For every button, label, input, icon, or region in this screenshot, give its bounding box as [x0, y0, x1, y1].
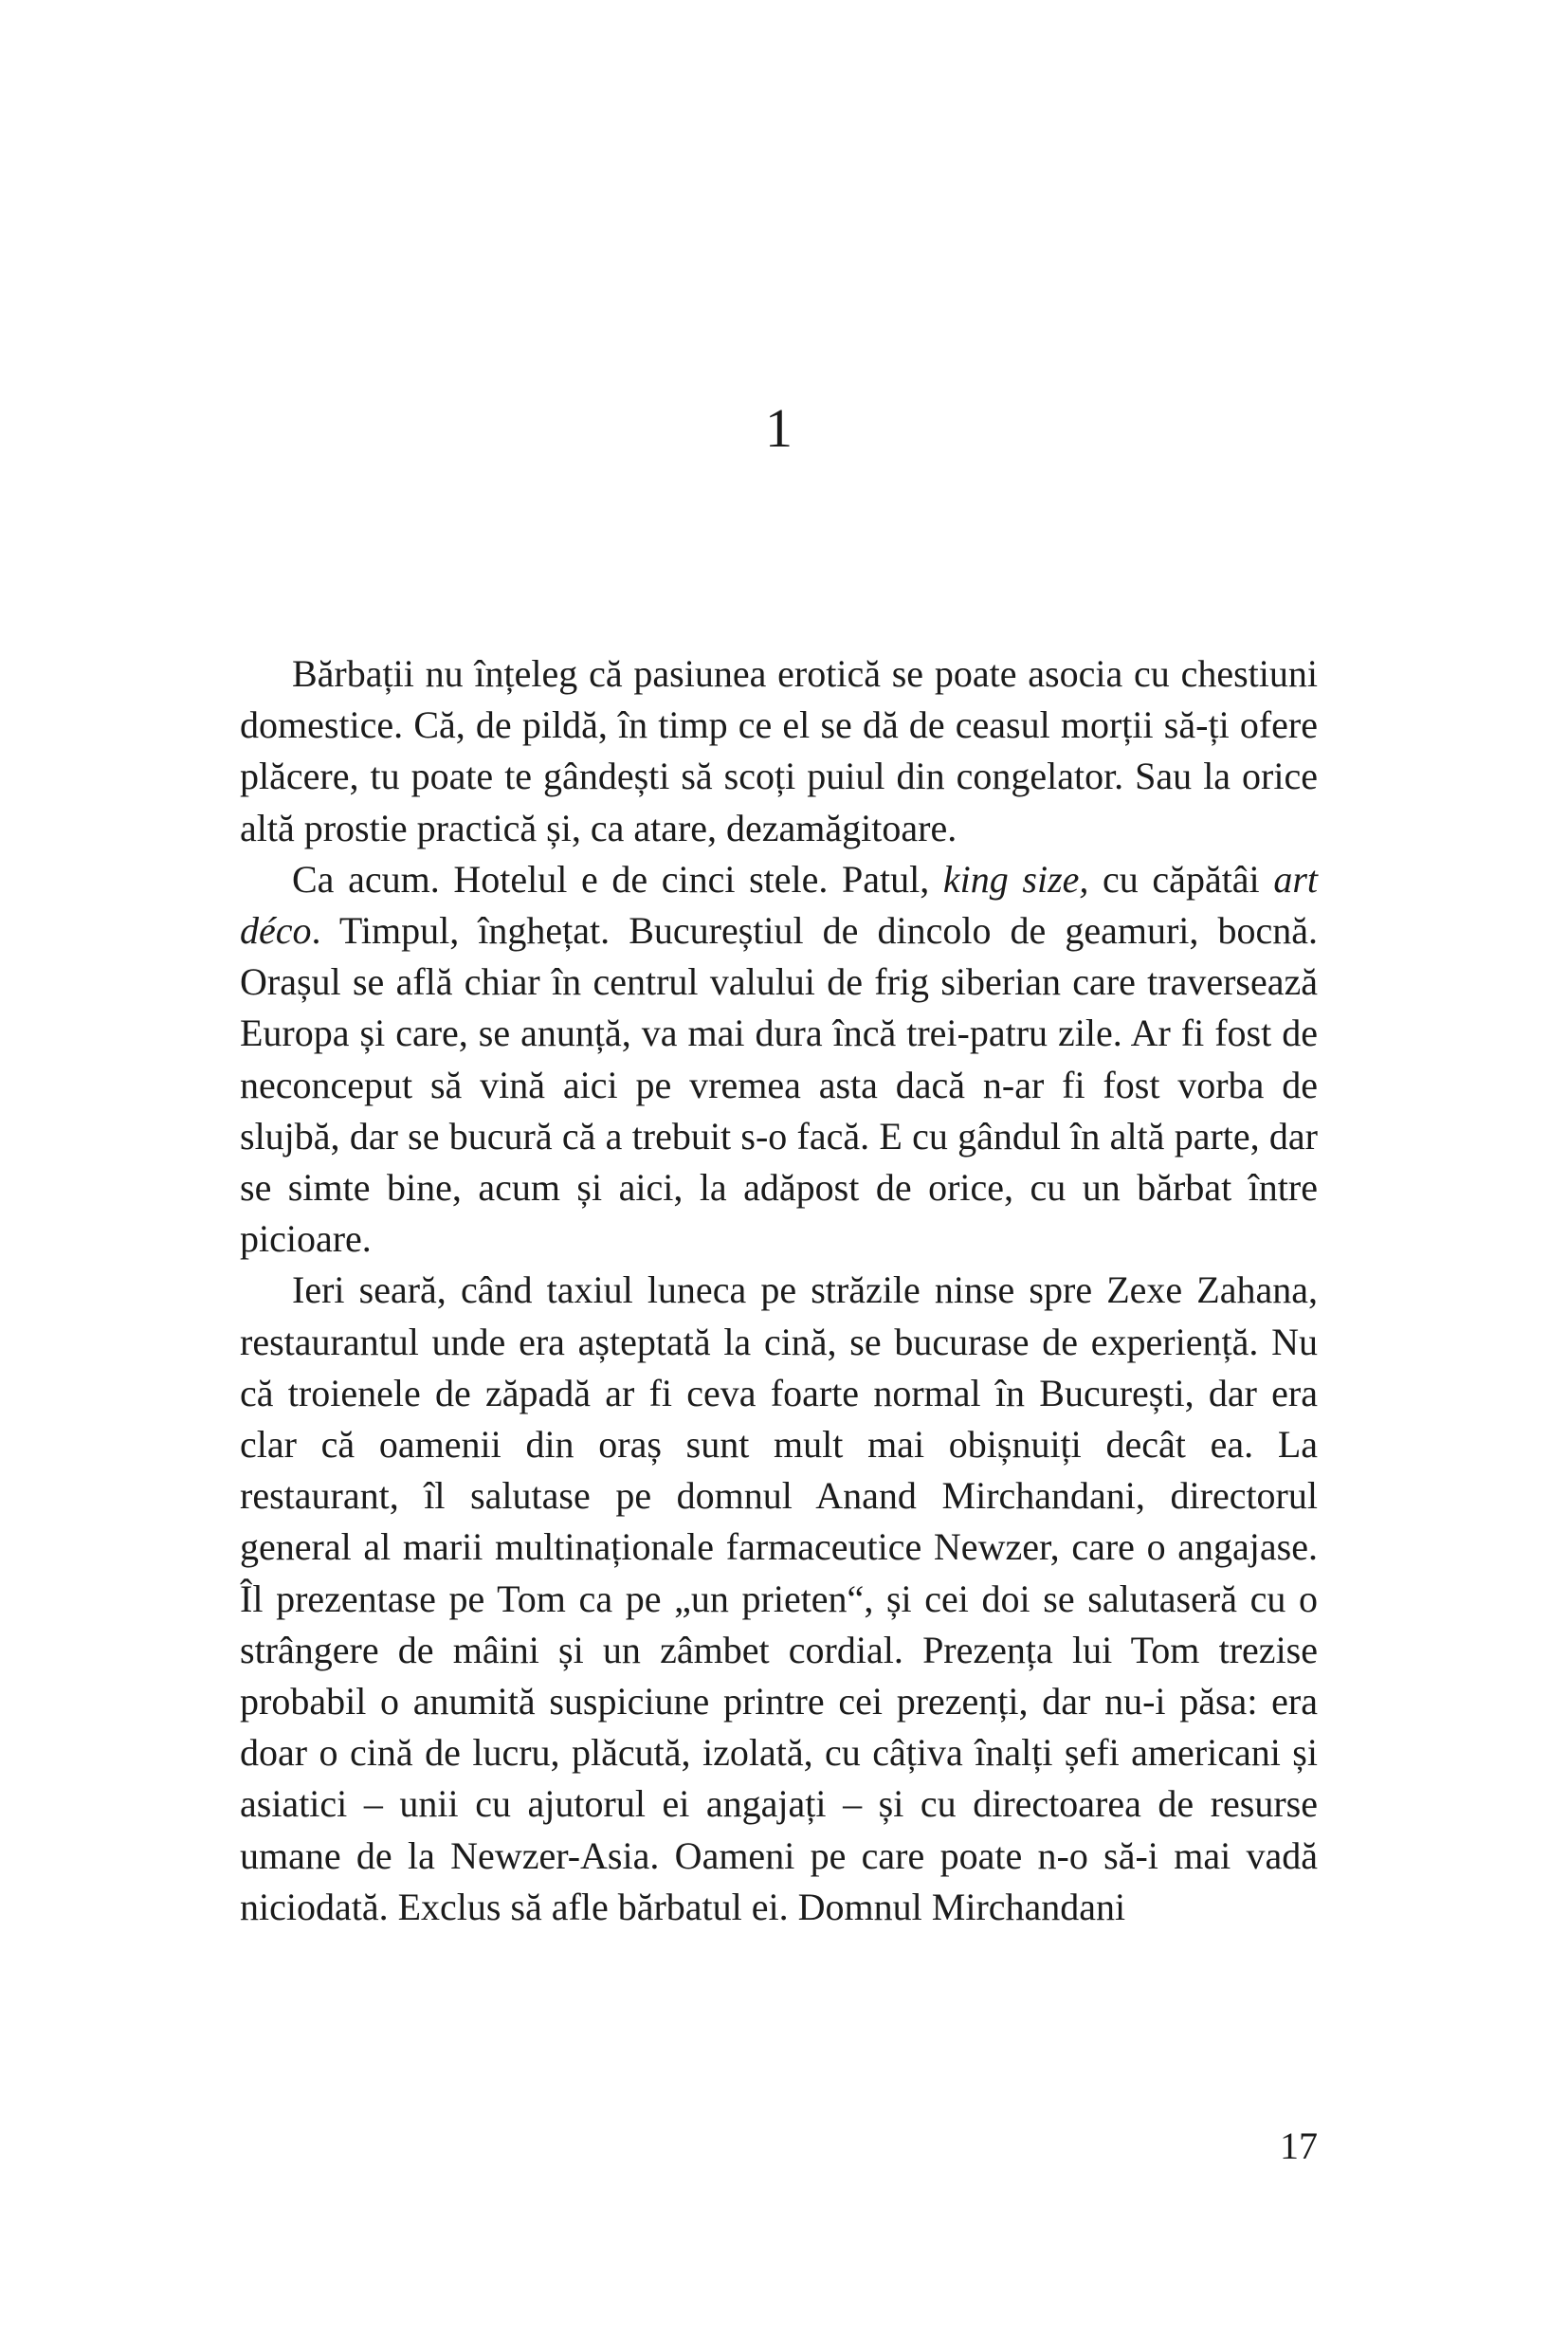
italic-text-run: art déco: [240, 857, 1318, 953]
text-run: cu căpătâi: [1088, 857, 1274, 901]
italic-text-run: king size,: [942, 857, 1089, 901]
text-run: . Timpul, înghețat. Bucureștiul de dincolo de geamuri, bocnă. Orașul se află chiar în centrul valului de frig siberian care traversează Europa și care, se anunță, va mai dura încă trei-patru zile. Ar fi fost de neconceput să vină aici pe vremea asta dacă n-ar fi fost vorba de slujbă, dar se bucură că a trebuit s-o facă. E cu gândul în altă parte, dar se simte bine, acum și aici, la adăpost de orice, cu un bărbat între picioare.: [240, 909, 1318, 1261]
body-text: [240, 648, 1318, 1933]
page-number: 17: [1280, 2124, 1318, 2167]
paragraph: [240, 648, 1318, 854]
text-run: Ca acum. Hotelul e de cinci stele. Patul,: [292, 857, 943, 901]
paragraph: [240, 1265, 1318, 1933]
text-run: Ieri seară, când taxiul luneca pe străzile ninse spre Zexe Zahana, restaurantul unde era așteptată la cină, se bucurase de experiență. Nu că troienele de zăpadă ar fi ceva foarte normal în București, dar era clar că oamenii din oraș sunt mult mai obișnuiți decât ea. La restaurant, îl salutase pe domnul Anand Mirchandani, directorul general al marii multinaționale farmaceutice Newzer, care o angajase. Îl prezentase pe Tom ca pe „un prieten“, și cei doi se salutaseră cu o strângere de mâini și un zâmbet cordial. Prezența lui Tom trezise probabil o anumită suspiciune printre cei prezenți, dar nu-i păsa: era doar o cină de lucru, plăcută, izolată, cu câțiva înalți șefi americani și asiatici – unii cu ajutorul ei angajați – și cu directoarea de resurse umane de la Newzer-Asia. Oameni pe care poate n-o să-i mai vadă niciodată. Exclus să afle bărbatul ei. Domnul Mirchandani: [240, 1268, 1318, 1928]
text-run: Bărbații nu înțeleg că pasiunea erotică se poate asocia cu chestiuni domestice. Că, de pildă, în timp ce el se dă de ceasul morții să-ți ofere plăcere, tu poate te gândești să scoți puiul din congelator. Sau la orice altă prostie practică și, ca atare, dezamăgitoare.: [240, 652, 1318, 849]
chapter-number: 1: [765, 397, 793, 459]
paragraph: [240, 854, 1318, 1266]
